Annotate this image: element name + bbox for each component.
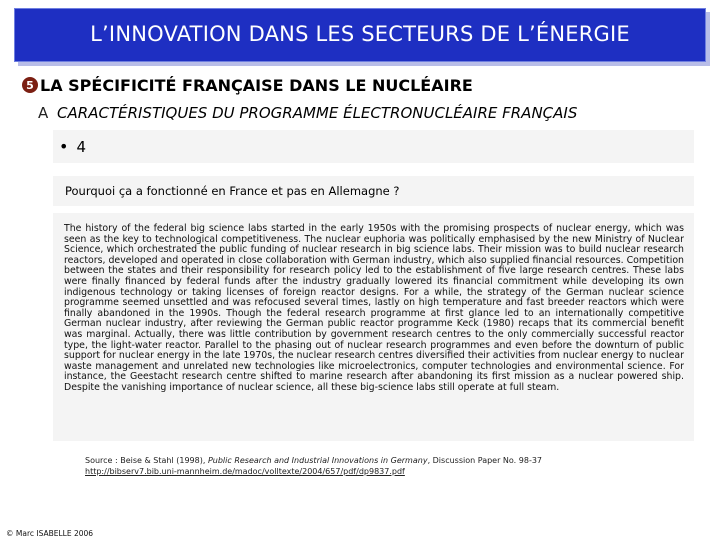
source-link[interactable]: http://bibserv7.bib.uni-mannheim.de/madoc/volltexte/2004/657/pdf/dp9837.pdf xyxy=(85,467,405,476)
source-title: Public Research and Industrial Innovations in Germany xyxy=(207,456,428,465)
title-bar xyxy=(14,8,706,62)
section-number-badge: 5 xyxy=(22,77,38,93)
item-box xyxy=(53,130,694,163)
section-heading xyxy=(22,73,473,97)
bullet-icon: • xyxy=(59,137,69,156)
source-prefix: Source : Beise & Stahl (1998), xyxy=(85,456,206,465)
question-text: Pourquoi ça a fonctionné en France et pas en Allemagne ? xyxy=(65,184,400,198)
source-citation xyxy=(85,455,645,477)
quote-box xyxy=(53,213,694,441)
slide-title: L’INNOVATION DANS LES SECTEURS DE L’ÉNERGIE xyxy=(90,22,630,46)
subsection-title: CARACTÉRISTIQUES DU PROGRAMME ÉLECTRONUCLÉAIRE FRANÇAIS xyxy=(57,104,578,122)
item-number: 4 xyxy=(76,137,86,156)
source-suffix: , Discussion Paper No. 98-37 xyxy=(427,456,543,465)
section-title: LA SPÉCIFICITÉ FRANÇAISE DANS LE NUCLÉAIRE xyxy=(40,75,473,95)
subsection-heading xyxy=(38,104,577,122)
quote-text: The history of the federal big science labs started in the early 1950s with the promising prospects of nuclear energy, which was seen as the key to technological competitiveness. The nuclear euphoria was politically emphasised by the new Ministry of Nuclear Science, which orchestrated the public funding of nuclear research in big science labs. Their mission was to build nuclear research reactors, developed and operated in close collaboration with German industry, which also supplied financial resources. Competition between the states and their responsibility for research policy led to the establishment of five large research centres. These labs were finally financed by federal funds after the industry gradually lowered its financial commitment while developing its own indigenous technology or taking licenses of foreign reactor designs. For a while, the strategy of the German nuclear science programme seemed unsettled and was refocused several times, lastly on high temperature and fast breeder reactors which were finally abandoned in the 1990s. Though the federal research programme at first glance led to an internationally competitive German nuclear industry, after reviewing the German public reactor programme Keck (1980) recaps that its commercial benefit was marginal. Actually, there was little contribution by government research centres to the only commercially successful reactor type, the light-water reactor. Parallel to the phasing out of nuclear research programmes and even before the downturn of public support for nuclear energy in the late 1970s, the nuclear research centres diversified their activities from nuclear energy to nuclear waste management and unrelated new technologies like microelectronics, computer technologies and environmental science. For instance, the Geestacht research centre shifted to marine research after abandoning its first mission as a nuclear powered ship. Despite the vanishing importance of nuclear science, all these big-science labs still operate at full steam. xyxy=(64,223,684,393)
subsection-letter: A xyxy=(38,104,49,122)
copyright-text: © Marc ISABELLE 2006 xyxy=(6,529,94,538)
question-box xyxy=(53,176,694,206)
